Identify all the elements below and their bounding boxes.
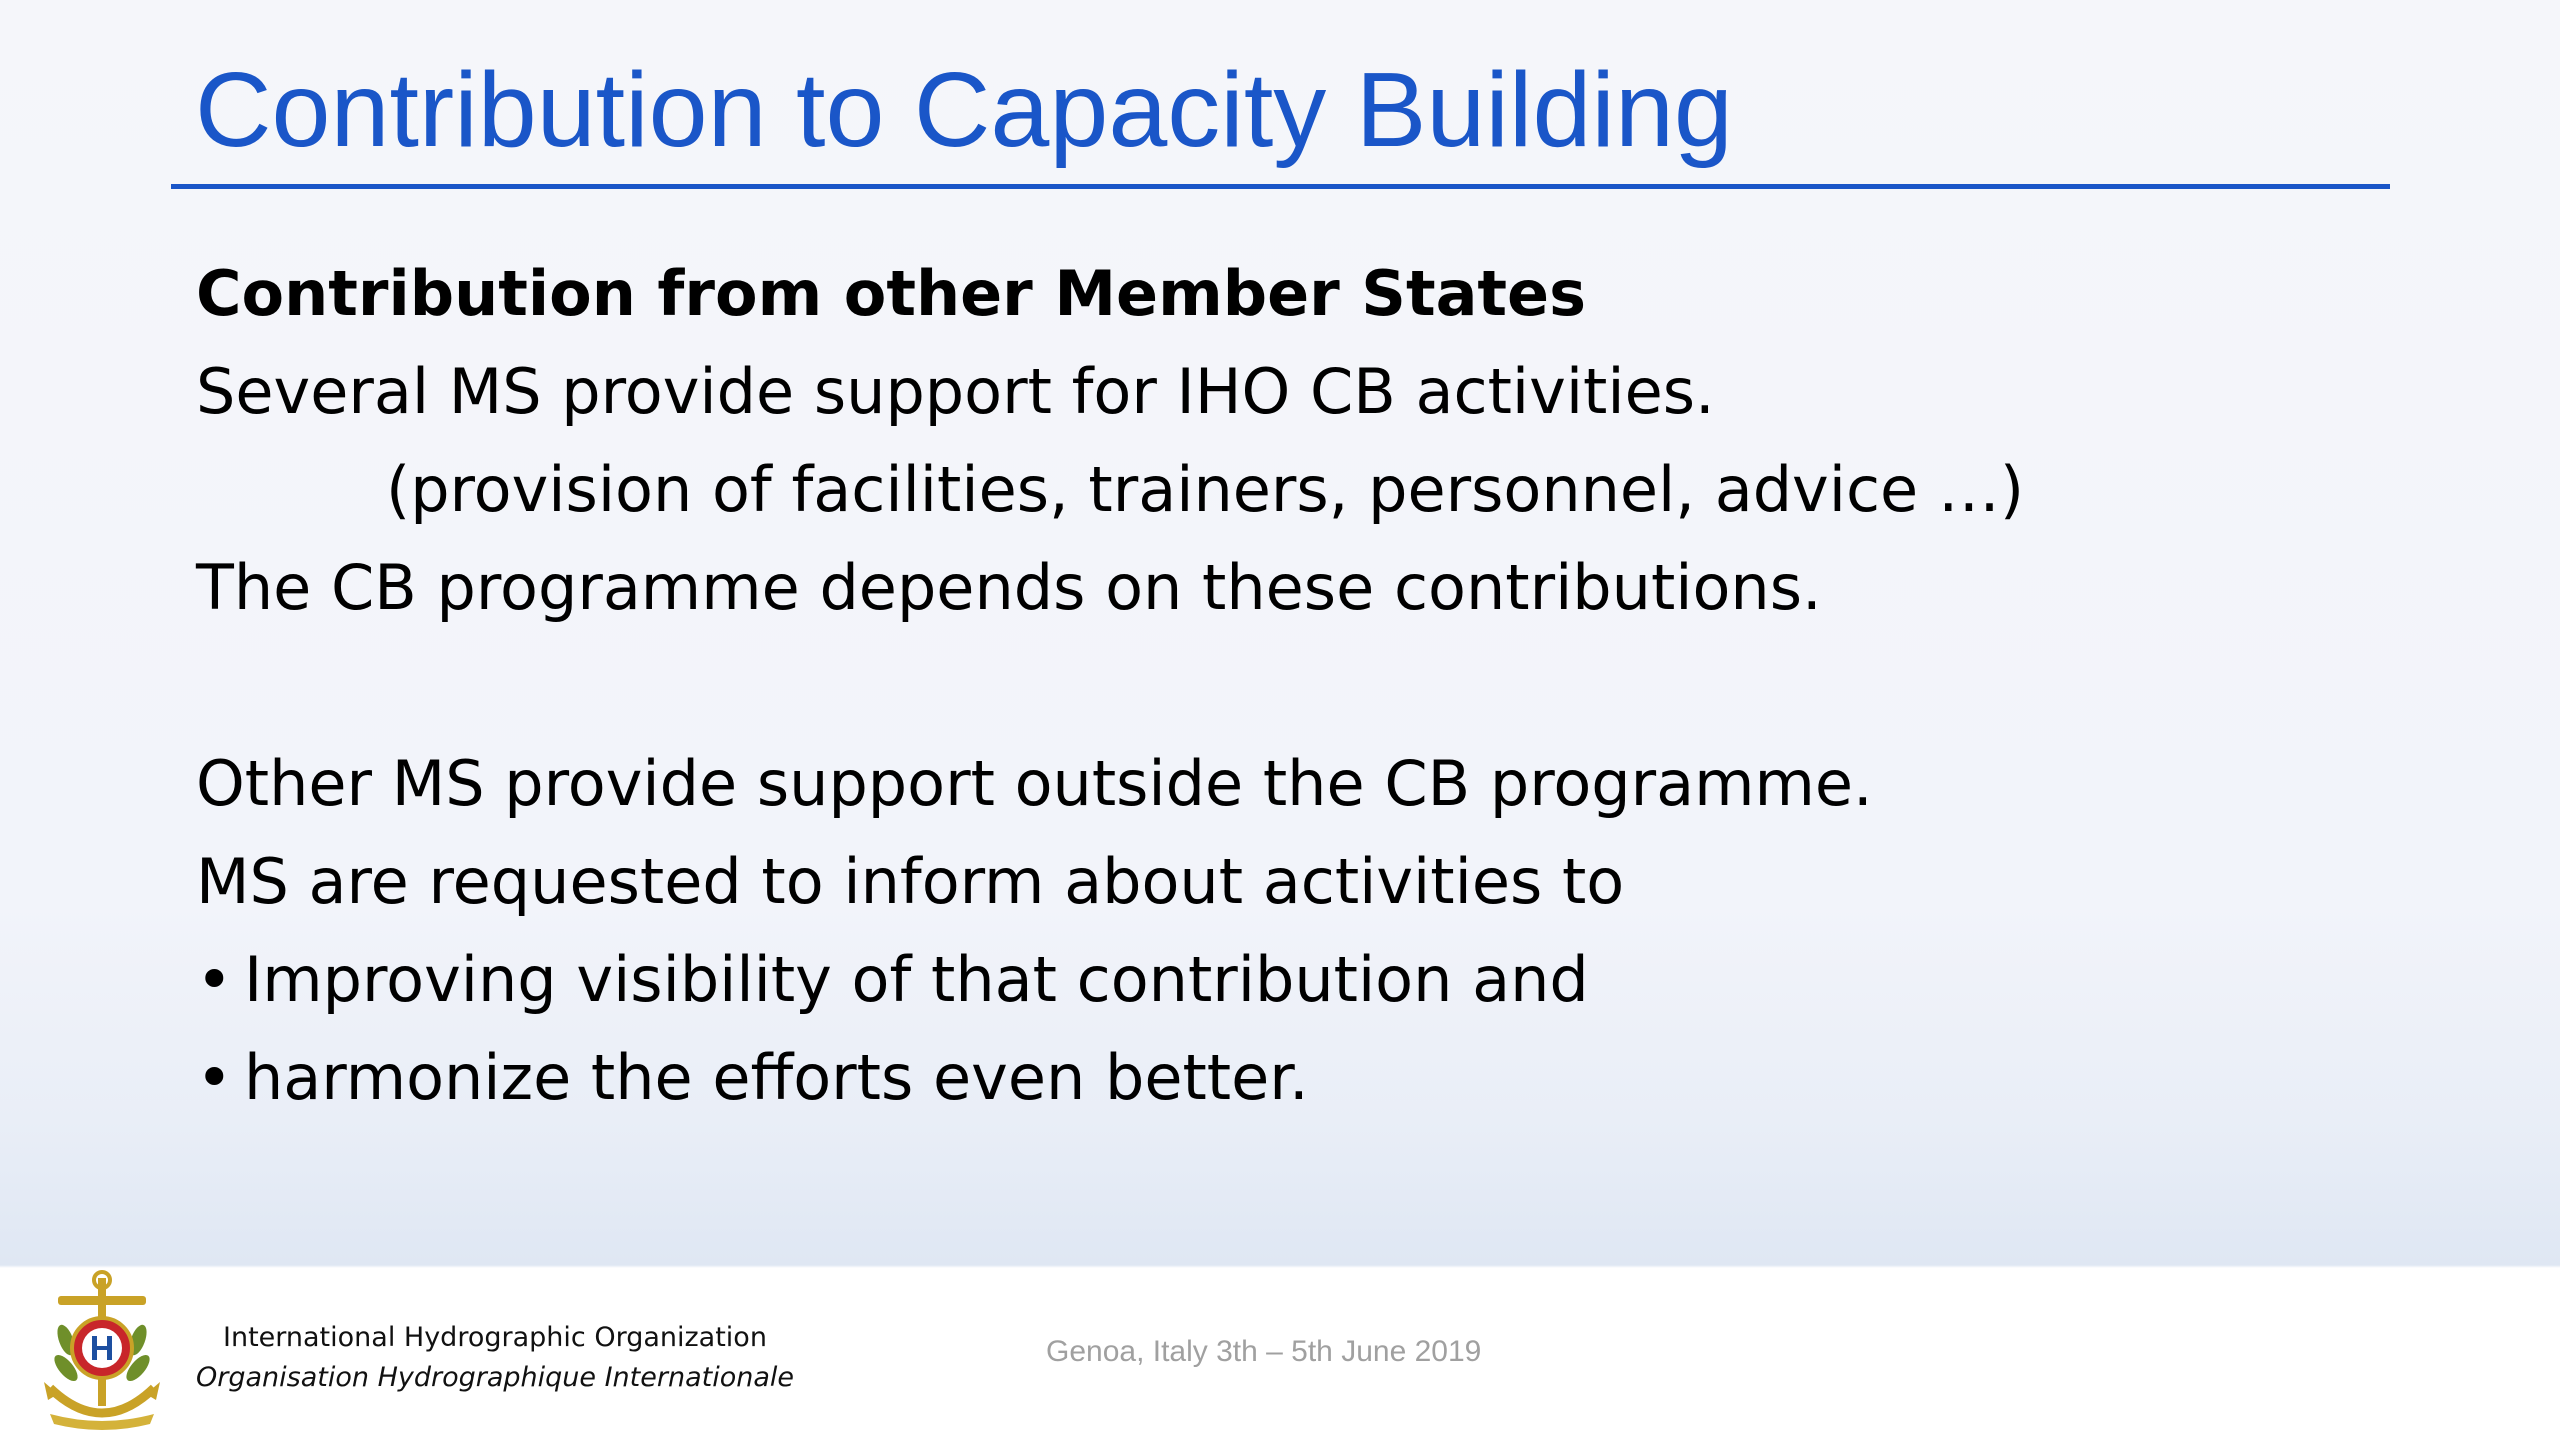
body-line: The CB programme depends on these contributions. (196, 551, 1822, 624)
event-location-date: Genoa, Italy 3th – 5th June 2019 (1046, 1335, 1482, 1368)
slide-body (196, 245, 2396, 1127)
organization-name (196, 1318, 794, 1398)
bullet-icon: • (196, 943, 233, 1016)
body-line: Other MS provide support outside the CB programme. (196, 747, 1873, 820)
body-line: Several MS provide support for IHO CB activities. (196, 355, 1715, 428)
bullet-item (196, 1029, 2396, 1127)
organization-name-en: International Hydrographic Organization (223, 1322, 767, 1353)
blank-line (196, 637, 2396, 735)
bullet-text: harmonize the efforts even better. (244, 1041, 1309, 1114)
bullet-item (196, 931, 2396, 1029)
slide-title: Contribution to Capacity Building (195, 51, 1733, 169)
bullet-text: Improving visibility of that contribution and (244, 943, 1589, 1016)
title-underline (171, 184, 2390, 189)
section-heading: Contribution from other Member States (196, 257, 1587, 330)
organization-name-fr: Organisation Hydrographique Internationale (196, 1362, 794, 1393)
body-line-indented: (provision of facilities, trainers, personnel, advice …) (386, 453, 2025, 526)
iho-emblem-icon (36, 1270, 168, 1430)
bullet-icon: • (196, 1041, 233, 1114)
body-line: MS are requested to inform about activities to (196, 845, 1625, 918)
